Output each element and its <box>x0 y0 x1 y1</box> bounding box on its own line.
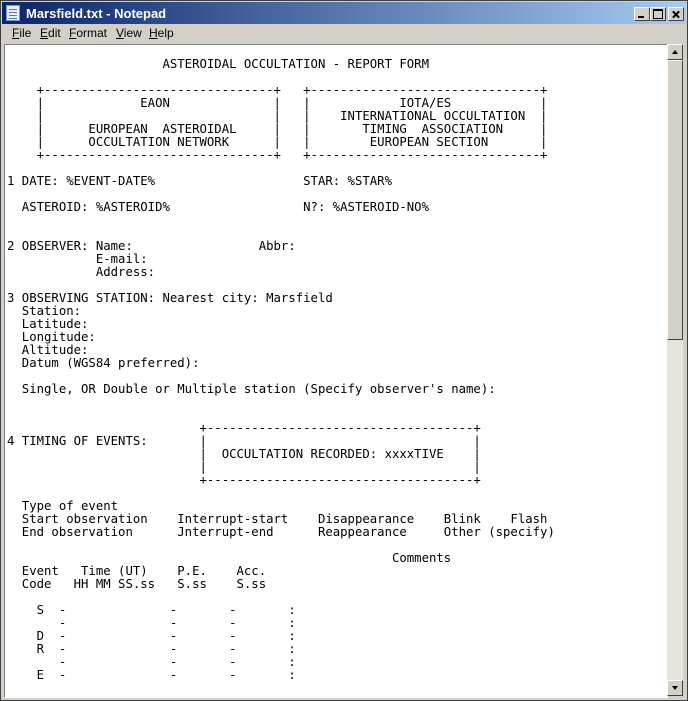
scroll-down-arrow-icon[interactable] <box>667 680 683 696</box>
menu-file[interactable]: File <box>12 26 32 40</box>
close-button[interactable] <box>668 7 684 21</box>
title-bar[interactable] <box>2 2 686 24</box>
menu-help[interactable]: Help <box>149 26 174 40</box>
vertical-scrollbar[interactable] <box>667 44 683 696</box>
menu-edit[interactable]: Edit <box>40 26 61 40</box>
menu-view[interactable]: View <box>116 26 142 40</box>
text-editor-area[interactable] <box>4 44 668 698</box>
window-title: Marsfield.txt - Notepad <box>26 6 167 21</box>
notepad-app-icon[interactable] <box>6 5 20 21</box>
menu-bar <box>2 24 686 43</box>
document-text[interactable]: ASTEROIDAL OCCULTATION - REPORT FORM +-------------------------------+ +-------------------------------+ | EAON | | IOTA/ES | | | | INTERNATIONAL OCCULTATION | | EUROPEAN ASTEROIDAL | | TIMING ASSOCIATION | | OCCULTATION NETWORK | | EUROPEAN SECTION | +-------------------------------+ +-------------------------------+ 1 DATE: %EVENT-DATE% STAR: %STAR% ASTEROID: %ASTEROID% N?: %ASTEROID-NO% 2 OBSERVER: Name: Abbr: E-mail: Address: 3 OBSERVING STATION: Nearest city: Marsfield Station: Latitude: Longitude: Altitude: Datum (WGS84 preferred): Single, OR Double or Multiple station (Specify observer's name): +------------------------------------+ 4 TIMING OF EVENTS: | | | OCCULTATION RECORDED: xxxxTIVE | | | +------------------------------------+ Type of event Start observation Interrupt-start Disappearance Blink Flash End observation Jnterrupt-end Reappearance Other (specify) Comments Event Time (UT) P.E. Acc. Code HH MM SS.ss S.ss S.ss S - - - : - - - : D - - - : R - - - : - - - : E - - - : <box>7 57 555 682</box>
scroll-up-arrow-icon[interactable] <box>667 44 683 60</box>
scrollbar-thumb[interactable] <box>667 60 683 340</box>
menu-format[interactable]: Format <box>69 26 108 40</box>
minimize-button[interactable] <box>634 7 650 21</box>
maximize-button[interactable] <box>650 7 666 21</box>
